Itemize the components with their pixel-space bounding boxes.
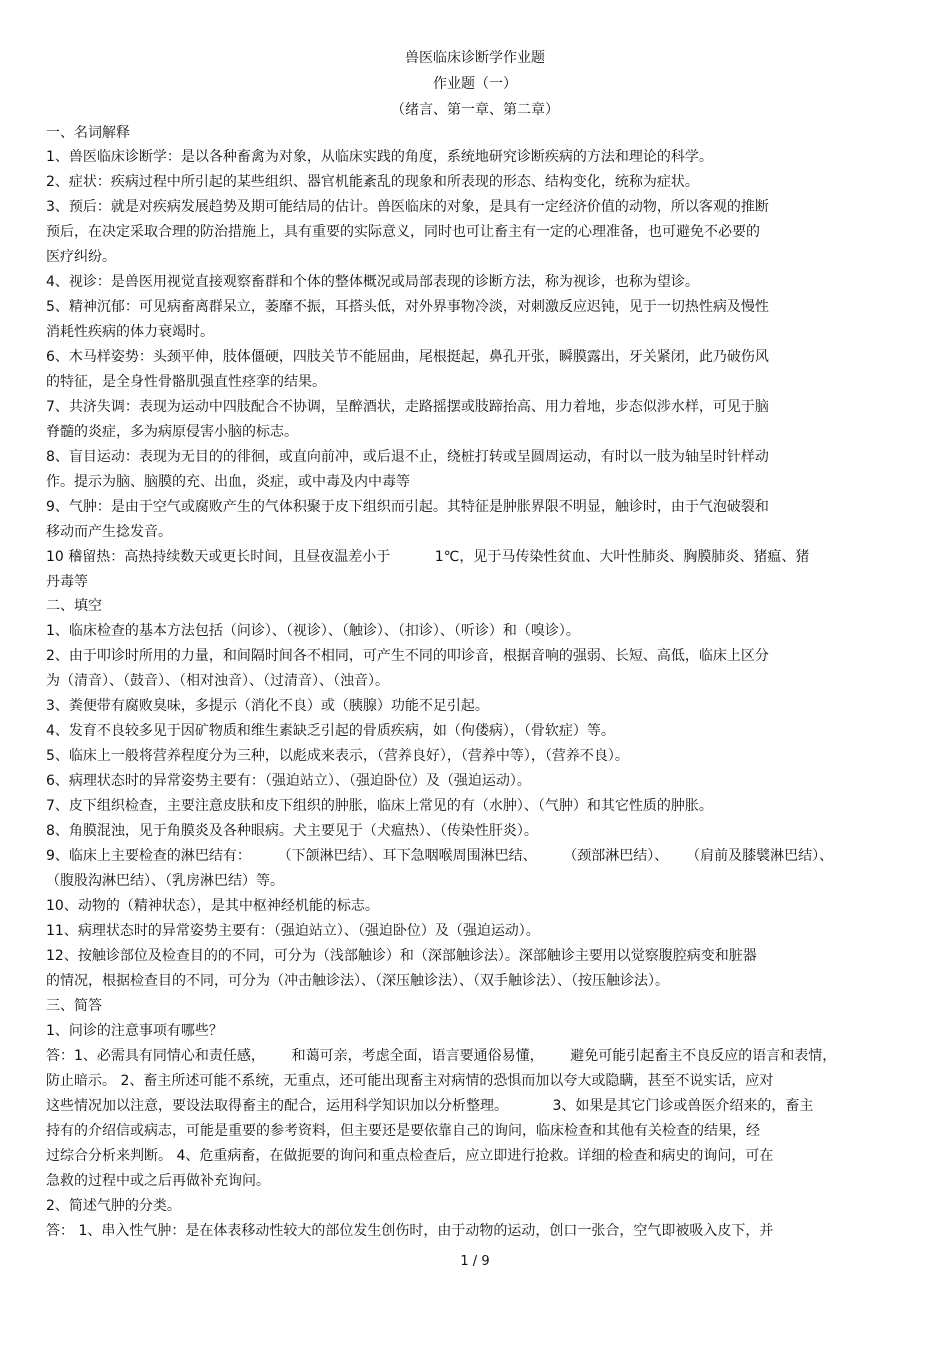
text-line: 4、发育不良较多见于因矿物质和维生素缺乏引起的骨质疾病，如（佝偻病），（骨软症）等。 (46, 723, 615, 739)
text-line: 答：1、必需具有同情心和责任感， 和蔼可亲，考虑全面，语言要通俗易懂， 避免可能引起畜主不良反应的语言和表情， (46, 1048, 837, 1064)
text-line: 8、盲目运动：表现为无目的的徘徊，或直向前冲，或后退不止，绕桩打转或呈圆周运动，有时以一肢为轴呈时针样动 (46, 449, 769, 465)
text-line: 3、预后：就是对疾病发展趋势及期可能结局的估计。兽医临床的对象，是具有一定经济价值的动物，所以客观的推断 (46, 199, 769, 215)
text-line: 二、填空 (46, 598, 102, 614)
text-line: 7、皮下组织检查，主要注意皮肤和皮下组织的肿胀，临床上常见的有（水肿）、（气肿）和其它性质的肿胀。 (46, 798, 713, 814)
text-line: 这些情况加以注意，要设法取得畜主的配合，运用科学知识加以分析整理。 3、如果是其它门诊或兽医介绍来的，畜主 (46, 1098, 814, 1114)
page-number: 1 / 9 (460, 1254, 490, 1269)
text-line: 为（清音）、（鼓音）、（相对浊音）、（过清音）、（浊音）。 (46, 673, 389, 689)
text-line: 6、木马样姿势：头颈平伸，肢体僵硬，四肢关节不能屈曲，尾根挺起，鼻孔开张，瞬膜露出，牙关紧闭，此乃破伤风 (46, 349, 769, 365)
text-line: 持有的介绍信或病志，可能是重要的参考资料，但主要还是要依靠自己的询问，临床检查和其他有关检查的结果，经 (46, 1123, 760, 1139)
text-line: 急救的过程中或之后再做补充询问。 (46, 1173, 270, 1189)
document-subtitle: 作业题（一） (433, 76, 517, 92)
text-line: 5、临床上一般将营养程度分为三种，以彪成来表示，（营养良好），（营养中等），（营养不良）。 (46, 748, 629, 764)
document-chapters: （绪言、第一章、第二章） (391, 102, 559, 118)
text-line: 消耗性疾病的体力衰竭时。 (46, 324, 214, 340)
text-line: 1、临床检查的基本方法包括（问诊）、（视诊）、（触诊）、（扣诊）、（听诊）和（嗅诊）。 (46, 623, 580, 639)
text-line: 3、粪便带有腐败臭味，多提示（消化不良）或（胰腺）功能不足引起。 (46, 698, 489, 714)
text-line: 一、名词解释 (46, 125, 130, 141)
text-line: 10 稽留热：高热持续数天或更长时间，且昼夜温差小于 1℃，见于马传染性贫血、大叶性肺炎、胸膜肺炎、猪瘟、猪 (46, 549, 810, 565)
text-line: 1、兽医临床诊断学：是以各种畜禽为对象，从临床实践的角度，系统地研究诊断疾病的方法和理论的科学。 (46, 149, 713, 165)
text-line: 7、共济失调：表现为运动中四肢配合不协调，呈醉酒状，走路摇摆或肢蹄抬高、用力着地，步态似涉水样，可见于脑 (46, 399, 769, 415)
text-line: 丹毒等 (46, 574, 88, 590)
text-line: 的特征，是全身性骨骼肌强直性痉挛的结果。 (46, 374, 326, 390)
text-line: 10、动物的（精神状态），是其中枢神经机能的标志。 (46, 898, 379, 914)
text-line: 2、简述气肿的分类。 (46, 1198, 181, 1214)
text-line: 12、按触诊部位及检查目的的不同，可分为（浅部触诊）和（深部触诊法）。深部触诊主要用以觉察腹腔病变和脏器 (46, 948, 757, 964)
text-line: 2、症状：疾病过程中所引起的某些组织、器官机能紊乱的现象和所表现的形态、结构变化，统称为症状。 (46, 174, 699, 190)
text-line: 脊髓的炎症，多为病原侵害小脑的标志。 (46, 424, 298, 440)
text-line: 6、病理状态时的异常姿势主要有：（强迫站立）、（强迫卧位）及（强迫运动）。 (46, 773, 531, 789)
document-title: 兽医临床诊断学作业题 (405, 50, 545, 66)
text-line: 移动而产生捻发音。 (46, 524, 172, 540)
text-line: 预后，在决定采取合理的防治措施上，具有重要的实际意义，同时也可让畜主有一定的心理准备，也可避免不必要的 (46, 224, 760, 240)
text-line: 医疗纠纷。 (46, 249, 116, 265)
text-line: 9、气肿：是由于空气或腐败产生的气体积聚于皮下组织而引起。其特征是肿胀界限不明显，触诊时，由于气泡破裂和 (46, 499, 769, 515)
text-line: 11、病理状态时的异常姿势主要有：（强迫站立）、（强迫卧位）及（强迫运动）。 (46, 923, 540, 939)
text-line: 的情况，根据检查目的不同，可分为（冲击触诊法）、（深压触诊法）、（双手触诊法）、（按压触诊法）。 (46, 973, 669, 989)
text-line: 作。提示为脑、脑膜的充、出血，炎症，或中毒及内中毒等 (46, 474, 410, 490)
text-line: 1、问诊的注意事项有哪些？ (46, 1023, 223, 1039)
text-line: 过综合分析来判断。 4、危重病畜，在做扼要的询问和重点检查后，应立即进行抢救。详细的检查和病史的询问，可在 (46, 1148, 774, 1164)
text-line: 答： 1、串入性气肿：是在体表移动性较大的部位发生创伤时，由于动物的运动，创口一张合，空气即被吸入皮下，并 (46, 1223, 774, 1239)
text-line: 4、视诊：是兽医用视觉直接观察畜群和个体的整体概况或局部表现的诊断方法，称为视诊，也称为望诊。 (46, 274, 699, 290)
text-line: （腹股沟淋巴结）、（乳房淋巴结）等。 (46, 873, 284, 889)
text-line: 三、简答 (46, 998, 102, 1014)
text-line: 5、精神沉郁：可见病畜离群呆立，萎靡不振，耳搭头低，对外界事物冷淡，对刺激反应迟钝，见于一切热性病及慢性 (46, 299, 769, 315)
text-line: 9、临床上主要检查的淋巴结有： （下颌淋巴结）、耳下急咽喉周围淋巴结、 （颈部淋巴结）、 （肩前及膝襞淋巴结）、 (46, 848, 834, 864)
text-line: 2、由于叩诊时所用的力量，和间隔时间各不相同，可产生不同的叩诊音，根据音响的强弱、长短、高低，临床上区分 (46, 648, 769, 664)
text-line: 防止暗示。 2、畜主所述可能不系统，无重点，还可能出现畜主对病情的恐惧而加以夸大或隐瞒，甚至不说实话，应对 (46, 1073, 774, 1089)
text-line: 8、角膜混浊，见于角膜炎及各种眼病。犬主要见于（犬瘟热）、（传染性肝炎）。 (46, 823, 538, 839)
